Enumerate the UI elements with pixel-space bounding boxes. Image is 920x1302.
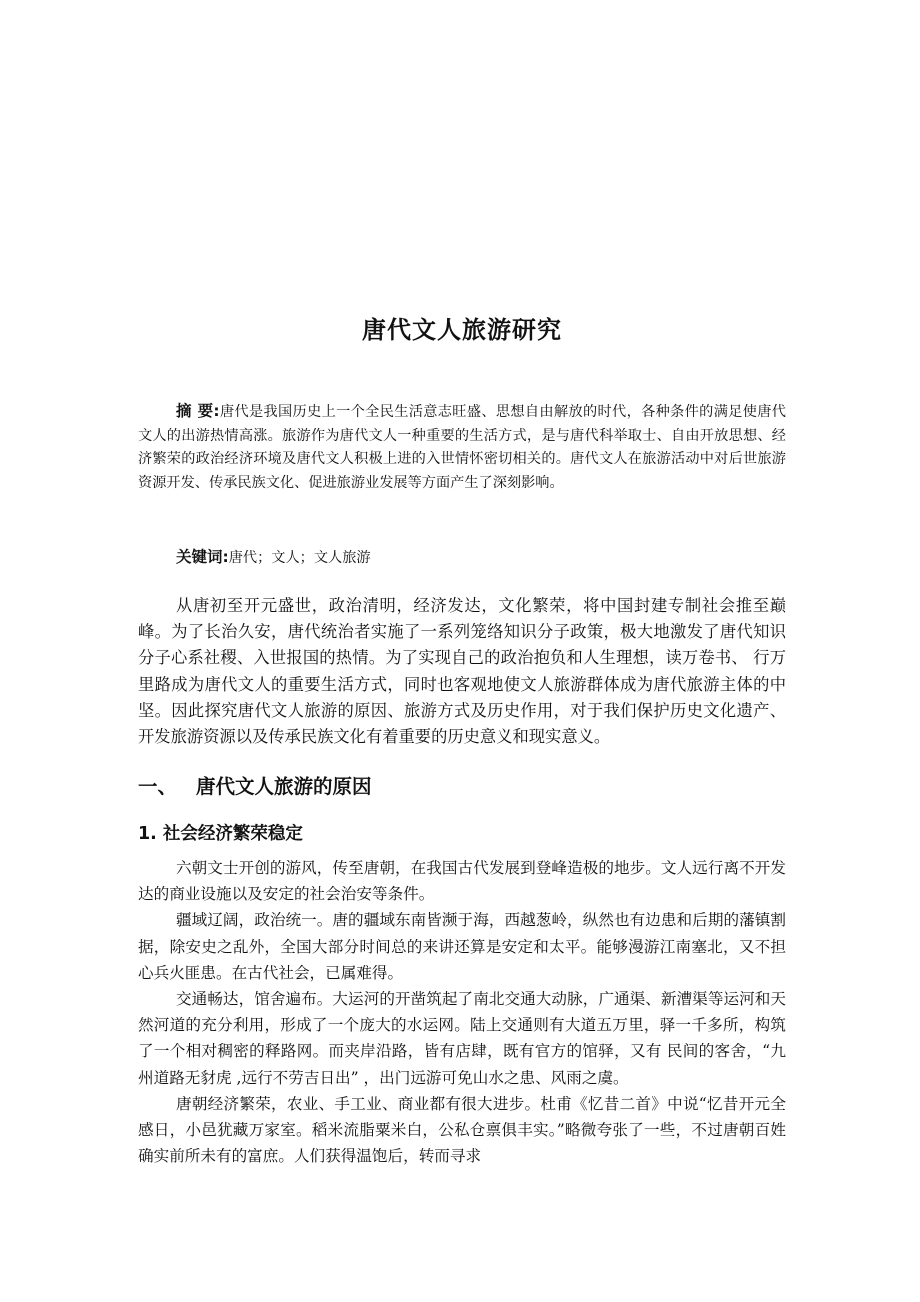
keywords-label: 关键词:: [176, 548, 229, 566]
section-number: 一、: [138, 775, 178, 798]
subsection-heading: 1. 社会经济繁荣稳定: [138, 824, 303, 844]
keywords-text: 唐代；文人；文人旅游: [228, 550, 371, 566]
abstract-label: 摘 要:: [176, 402, 220, 420]
section-heading: [138, 771, 372, 799]
keywords: [176, 545, 371, 570]
intro-paragraph: 从唐初至开元盛世，政治清明，经济发达，文化繁荣，将中国封建专制社会推至巅峰。为了长治久安，唐代统治者实施了一系列笼络知识分子政策，极大地激发了唐代知识分子心系社稷、入世报国的热情。为了实现自己的政治抱负和人生理想，读万卷书、 行万里路成为唐代文人的重要生活方式，同时也客观地使文人旅游群体成为唐代旅游主体的中坚。因此探究唐代文人旅游的原因、旅游方式及历史作用，对于我们保护历史文化遗产、开发旅游资源以及传承民族文化有着重要的历史意义和现实意义。: [138, 596, 786, 747]
body-paragraph: 唐朝经济繁荣，农业、手工业、商业都有很大进步。杜甫《忆昔二首》中说“忆昔开元全感日，小邑犹藏万家室。稻米流脂粟米白，公私仓禀俱丰实。”略微夸张了一些，不过唐朝百姓确实前所未有的富庶。人们获得温饱后，转而寻求: [138, 1094, 786, 1166]
abstract: [138, 400, 786, 495]
paper-title: 唐代文人旅游研究: [362, 316, 562, 344]
section-title: 唐代文人旅游的原因: [196, 775, 372, 798]
section-body: [138, 855, 786, 1169]
body-paragraph: 疆域辽阔，政治统一。唐的疆域东南皆濒于海，西越葱岭，纵然也有边患和后期的藩镇割据，除安史之乱外，全国大部分时间总的来讲还算是安定和太平。能够漫游江南塞北，又不担心兵火匪患。在古代社会，已属难得。: [138, 911, 786, 982]
body-paragraph: 交通畅达，馆舍遍布。大运河的开凿筑起了南北交通大动脉，广通渠、新漕渠等运河和天然河道的充分利用，形成了一个庞大的水运网。陆上交通则有大道五万里，驿一千多所，构筑了一个相对稠密的释路网。而夹岸沿路，皆有店肆，既有官方的馆驿，又有 民间的客舍，“九州道路无豺虎 ,远行不劳吉日出” ，出门远游可免山水之患、风雨之虞。: [138, 990, 786, 1087]
abstract-text: 唐代是我国历史上一个全民生活意志旺盛、思想自由解放的时代，各种条件的满足使唐代文人的出游热情高涨。旅游作为唐代文人一种重要的生活方式，是与唐代科举取士、自由开放思想、经济繁荣的政治经济环境及唐代文人积极上进的入世情怀密切相关的。唐代文人在旅游活动中对后世旅游资源开发、传承民族文化、促进旅游业发展等方面产生了深刻影响。: [138, 404, 786, 491]
body-paragraph: 六朝文士开创的游风，传至唐朝，在我国古代发展到登峰造极的地步。文人远行离不开发达的商业设施以及安定的社会治安等条件。: [138, 859, 786, 904]
